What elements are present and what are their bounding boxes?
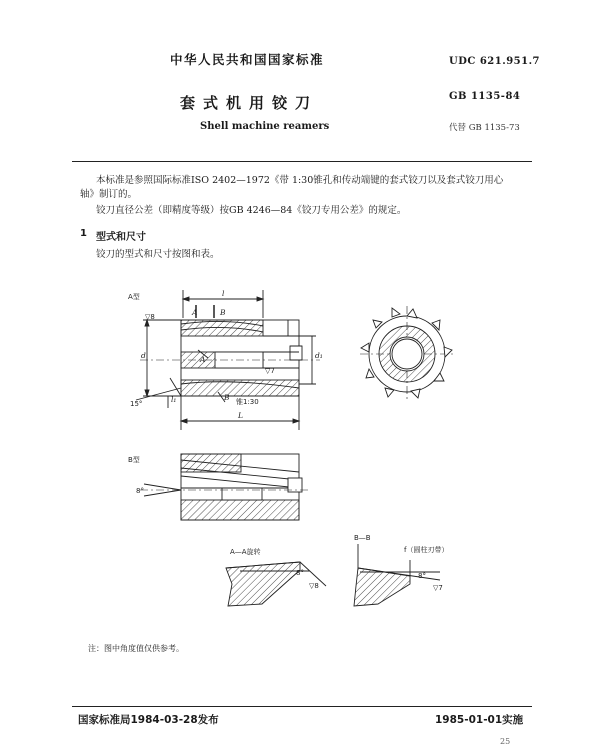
section-b-marker-2: B [224, 393, 230, 402]
intro-paragraph-cont: 轴》制订的。 [80, 189, 138, 200]
type-b-view [140, 454, 310, 520]
roughness-8-label: ▽8 [145, 313, 155, 321]
section-b-marker: B [220, 308, 226, 317]
gb-number: GB 1135-84 [449, 91, 521, 102]
standard-title-english: Shell machine reamers [200, 121, 330, 132]
standard-title-chinese: 套式机用铰刀 [180, 94, 319, 112]
tolerance-paragraph: 铰刀直径公差（即精度等级）按GB 4246—84《铰刀专用公差》的规定。 [96, 205, 407, 216]
section-number: 1 [80, 228, 87, 239]
roughness-7-bb-label: ▽7 [433, 584, 443, 592]
issue-date: 国家标准局1984-03-28发布 [78, 714, 219, 726]
intro-paragraph: 本标准是参照国际标准ISO 2402—1972《带 1:30锥孔和传动端键的套式铰刀以及套式铰刀用心 [96, 175, 504, 186]
angle-8-b-label: 8° [136, 487, 144, 495]
dim-d-label: d [141, 351, 146, 360]
taper-label: 锥1:30 [236, 398, 259, 406]
dim-d1-label: d₁ [315, 351, 323, 360]
f-land-label: f（圆柱刃带） [404, 546, 449, 554]
roughness-8-aa-label: ▽8 [309, 582, 319, 590]
end-view [360, 306, 455, 402]
angle-15-label: 15° [130, 400, 143, 408]
section-aa-label: A—A旋转 [230, 548, 261, 556]
section-a-marker-2: A [200, 355, 206, 364]
section-paragraph: 铰刀的型式和尺寸按图和表。 [96, 249, 220, 260]
page-number: 25 [500, 737, 511, 746]
section-a-marker: A [192, 308, 198, 317]
dim-l1-label: l₁ [171, 395, 177, 404]
udc-number: UDC 621.951.7 [449, 56, 541, 67]
figure-note: 注：图中角度值仅供参考。 [88, 644, 184, 653]
type-a-view [136, 290, 320, 430]
dim-l-label: l [222, 289, 225, 298]
footer-divider [72, 706, 532, 707]
angle-8-bb-label: 8° [418, 572, 426, 580]
type-a-label: A型 [128, 293, 140, 301]
angle-8-aa-label: 8° [296, 569, 304, 577]
type-b-label: B型 [128, 456, 140, 464]
implementation-date: 1985-01-01实施 [435, 714, 524, 726]
issuing-country-header: 中华人民共和国国家标准 [170, 52, 325, 67]
dim-L-label: L [238, 411, 243, 420]
section-bb-label: B—B [354, 534, 371, 542]
section-title: 型式和尺寸 [96, 232, 146, 243]
replaces-standard: 代替 GB 1135-73 [449, 123, 520, 133]
roughness-7-label: ▽7 [265, 367, 275, 375]
